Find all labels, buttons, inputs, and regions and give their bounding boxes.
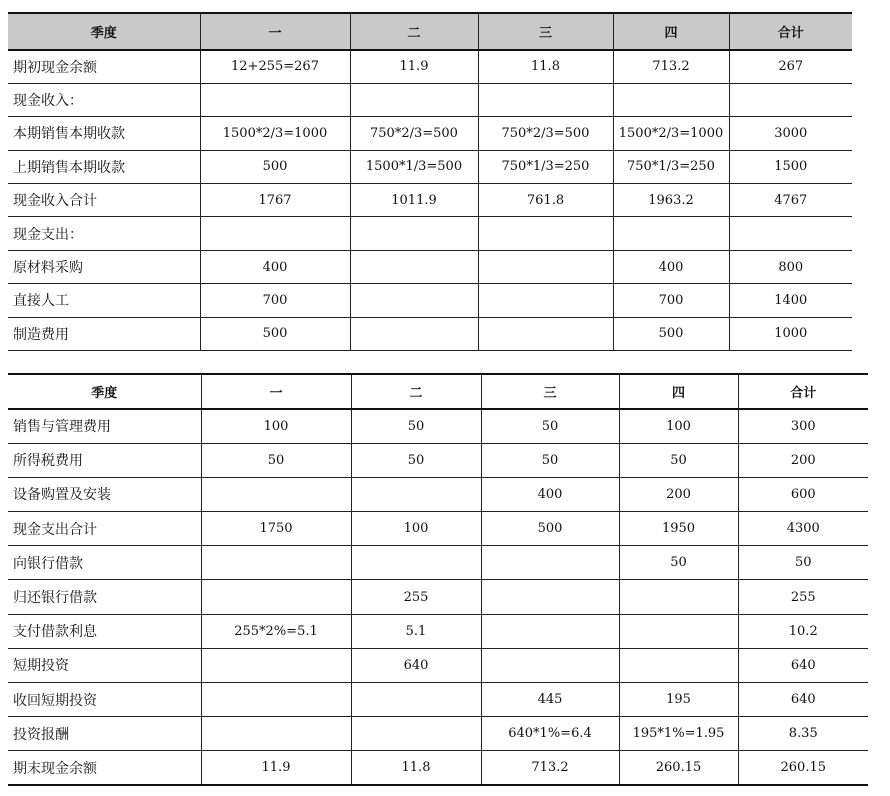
header-q4: 四: [619, 374, 738, 409]
table-cell: [201, 477, 351, 511]
table-cell: [351, 717, 481, 751]
table-row: [8, 409, 868, 443]
table-cell: 1500*2/3=1000: [613, 117, 729, 150]
table-cell: [478, 317, 613, 350]
table-cell: [201, 648, 351, 682]
table-cell: 400: [613, 250, 729, 283]
table-cell: 260.15: [619, 751, 738, 785]
header-q2: 二: [351, 374, 481, 409]
table-cell: 640: [738, 683, 868, 717]
table-cell: 8.35: [738, 717, 868, 751]
header-row: [8, 13, 852, 50]
table-cell: 50: [481, 443, 619, 477]
table-cell: 1963.2: [613, 184, 729, 217]
table-cell: [201, 580, 351, 614]
table-row: [8, 580, 868, 614]
table-cell: [200, 83, 350, 116]
table-cell: 50: [351, 443, 481, 477]
table-cell: 1950: [619, 512, 738, 546]
table-cell: 761.8: [478, 184, 613, 217]
table-cell: [350, 250, 478, 283]
table-cell: 640: [738, 648, 868, 682]
header-total: 合计: [738, 374, 868, 409]
table-cell: [619, 614, 738, 648]
table-cell: 600: [738, 477, 868, 511]
table-cell: 100: [201, 409, 351, 443]
row-label: 原材料采购: [8, 250, 200, 283]
header-q3: 三: [478, 13, 613, 50]
row-label: 现金收入：: [8, 83, 200, 116]
table-cell: [478, 284, 613, 317]
table-cell: 260.15: [738, 751, 868, 785]
table-cell: [350, 284, 478, 317]
table-cell: 5.1: [351, 614, 481, 648]
row-label: 直接人工: [8, 284, 200, 317]
row-label: 制造费用: [8, 317, 200, 350]
header-q3: 三: [481, 374, 619, 409]
table-cell: 700: [613, 284, 729, 317]
table-row: [8, 184, 852, 217]
table-cell: 50: [481, 409, 619, 443]
table-cell: 255: [738, 580, 868, 614]
table-cell: 1011.9: [350, 184, 478, 217]
table-cell: [478, 83, 613, 116]
cash-budget-table-part-2: [8, 373, 868, 786]
table-cell: 100: [619, 409, 738, 443]
table-row: [8, 83, 852, 116]
table-cell: 700: [200, 284, 350, 317]
table-cell: 50: [619, 443, 738, 477]
table-row: [8, 117, 852, 150]
row-label: 短期投资: [8, 648, 201, 682]
table-row: [8, 614, 868, 648]
table-cell: 11.9: [201, 751, 351, 785]
table-row: [8, 150, 852, 183]
header-quarter: 季度: [8, 13, 200, 50]
header-q1: 一: [201, 374, 351, 409]
table-cell: 750*2/3=500: [350, 117, 478, 150]
table-cell: 1750: [201, 512, 351, 546]
table-cell: 1500: [729, 150, 852, 183]
table-cell: 200: [619, 477, 738, 511]
table-cell: 11.8: [351, 751, 481, 785]
row-label: 销售与管理费用: [8, 409, 201, 443]
table-cell: 400: [200, 250, 350, 283]
row-label: 归还银行借款: [8, 580, 201, 614]
header-total: 合计: [729, 13, 852, 50]
table-cell: [481, 614, 619, 648]
row-label: 现金收入合计: [8, 184, 200, 217]
table-cell: 713.2: [613, 50, 729, 83]
row-label: 本期销售本期收款: [8, 117, 200, 150]
table-cell: 200: [738, 443, 868, 477]
table-cell: 12+255=267: [200, 50, 350, 83]
header-q1: 一: [200, 13, 350, 50]
header-quarter: 季度: [8, 374, 201, 409]
row-label: 现金支出合计: [8, 512, 201, 546]
table-cell: 500: [200, 150, 350, 183]
table-cell: [619, 648, 738, 682]
table-cell: 50: [619, 546, 738, 580]
table-cell: [201, 717, 351, 751]
table-row: [8, 717, 868, 751]
table-row: [8, 284, 852, 317]
table-cell: [200, 217, 350, 250]
table-cell: [613, 83, 729, 116]
table-cell: [201, 683, 351, 717]
row-label: 期末现金余额: [8, 751, 201, 785]
header-q4: 四: [613, 13, 729, 50]
header-q2: 二: [350, 13, 478, 50]
table-row: [8, 443, 868, 477]
table-cell: 500: [200, 317, 350, 350]
table-cell: [478, 217, 613, 250]
table-cell: 800: [729, 250, 852, 283]
row-label: 期初现金余额: [8, 50, 200, 83]
table-cell: [351, 546, 481, 580]
table-row: [8, 512, 868, 546]
table-cell: 255: [351, 580, 481, 614]
row-label: 支付借款利息: [8, 614, 201, 648]
row-label: 向银行借款: [8, 546, 201, 580]
header-row: [8, 374, 868, 409]
row-label: 所得税费用: [8, 443, 201, 477]
table-cell: 500: [613, 317, 729, 350]
table-row: [8, 683, 868, 717]
table-row: [8, 546, 868, 580]
table-cell: [201, 546, 351, 580]
table-cell: 50: [201, 443, 351, 477]
table-cell: 50: [351, 409, 481, 443]
table-cell: [481, 580, 619, 614]
table-cell: 750*1/3=250: [478, 150, 613, 183]
table-cell: 750*2/3=500: [478, 117, 613, 150]
table-cell: [350, 217, 478, 250]
table-cell: 1400: [729, 284, 852, 317]
table-cell: 195: [619, 683, 738, 717]
table-row: [8, 50, 852, 83]
table-cell: 3000: [729, 117, 852, 150]
table-cell: [351, 477, 481, 511]
table-cell: 1500*1/3=500: [350, 150, 478, 183]
table-cell: [350, 317, 478, 350]
row-label: 投资报酬: [8, 717, 201, 751]
table-cell: 640: [351, 648, 481, 682]
table-cell: 1500*2/3=1000: [200, 117, 350, 150]
table-cell: 11.8: [478, 50, 613, 83]
table-row: [8, 751, 868, 785]
table-cell: 100: [351, 512, 481, 546]
row-label: 上期销售本期收款: [8, 150, 200, 183]
table-cell: 11.9: [350, 50, 478, 83]
table-cell: [613, 217, 729, 250]
table-cell: [478, 250, 613, 283]
row-label: 设备购置及安装: [8, 477, 201, 511]
row-label: 收回短期投资: [8, 683, 201, 717]
table-cell: 1000: [729, 317, 852, 350]
table-cell: 445: [481, 683, 619, 717]
table-cell: 640*1%=6.4: [481, 717, 619, 751]
table-cell: [351, 683, 481, 717]
table-cell: 267: [729, 50, 852, 83]
table-row: [8, 317, 852, 350]
table-row: [8, 477, 868, 511]
table-cell: [729, 83, 852, 116]
table-cell: 4300: [738, 512, 868, 546]
table-row: [8, 648, 868, 682]
table-cell: [350, 83, 478, 116]
table-cell: 195*1%=1.95: [619, 717, 738, 751]
row-label: 现金支出：: [8, 217, 200, 250]
table-cell: 50: [738, 546, 868, 580]
table-cell: 255*2%=5.1: [201, 614, 351, 648]
table-cell: 750*1/3=250: [613, 150, 729, 183]
table-cell: 1767: [200, 184, 350, 217]
table-cell: 10.2: [738, 614, 868, 648]
table-cell: [619, 580, 738, 614]
table-cell: 400: [481, 477, 619, 511]
table-cell: [481, 648, 619, 682]
cash-budget-table-part-1: [8, 12, 852, 351]
table-cell: [729, 217, 852, 250]
table-cell: 300: [738, 409, 868, 443]
table-cell: [481, 546, 619, 580]
table-cell: 713.2: [481, 751, 619, 785]
table-row: [8, 250, 852, 283]
table-row: [8, 217, 852, 250]
table-cell: 4767: [729, 184, 852, 217]
table-cell: 500: [481, 512, 619, 546]
